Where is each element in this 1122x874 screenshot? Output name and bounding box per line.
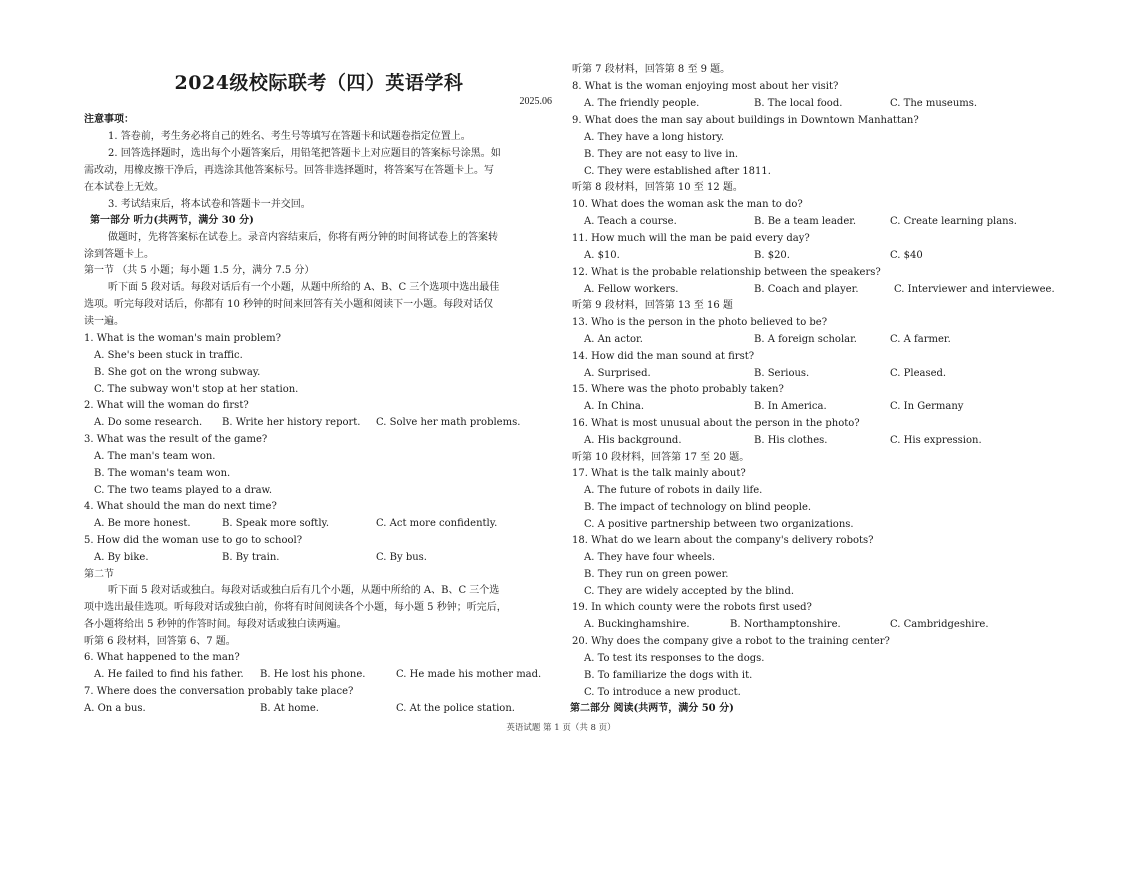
note-line: 在本试卷上无效。 [84, 182, 164, 193]
part2-heading: 第二部分 阅读(共两节，满分 50 分) [570, 703, 734, 714]
q20-option-c: C. To introduce a new product. [584, 687, 741, 698]
question-4: 4. What should the man do next time? [84, 501, 277, 512]
material-6-label: 听第 6 段材料，回答第 6、7 题。 [84, 636, 236, 647]
question-18: 18. What do we learn about the company's delivery robots? [572, 535, 874, 546]
q18-option-c: C. They are widely accepted by the blind. [584, 586, 795, 597]
section2-heading: 第二节 [84, 569, 114, 580]
question-8: 8. What is the woman enjoying most about her visit? [572, 81, 839, 92]
q15-option-b: B. In America. [754, 401, 827, 412]
q8-option-a: A. The friendly people. [584, 98, 700, 109]
q8-option-b: B. The local food. [754, 98, 843, 109]
q13-option-c: C. A farmer. [890, 334, 951, 345]
material-7-label: 听第 7 段材料，回答第 8 至 9 题。 [572, 64, 731, 75]
q6-option-c: C. He made his mother mad. [396, 669, 542, 680]
section1-heading: 第一节 （共 5 小题；每小题 1.5 分，满分 7.5 分） [84, 265, 315, 276]
q3-option-b: B. The woman's team won. [94, 468, 231, 479]
part1-intro: 做题时，先将答案标在试卷上。录音内容结束后，你将有两分钟的时间将试卷上的答案转 [108, 232, 498, 243]
question-9: 9. What does the man say about buildings in Downtown Manhattan? [572, 115, 919, 126]
note-line: 需改动，用橡皮擦干净后，再选涂其他答案标号。回答非选择题时，将答案写在答题卡上。写 [84, 165, 494, 176]
q4-option-c: C. Act more confidently. [376, 518, 498, 529]
q9-option-a: A. They have a long history. [584, 132, 725, 143]
exam-title: 2024级校际联考（四）英语学科 [174, 72, 464, 94]
q12-option-c: C. Interviewer and interviewee. [894, 284, 1055, 295]
q5-option-c: C. By bus. [376, 552, 427, 563]
part1-heading: 第一部分 听力(共两节，满分 30 分) [90, 215, 254, 226]
q4-option-b: B. Speak more softly. [222, 518, 330, 529]
q12-option-a: A. Fellow workers. [584, 284, 679, 295]
note-line: 2. 回答选择题时，选出每个小题答案后，用铅笔把答题卡上对应题目的答案标号涂黑。如 [108, 148, 501, 159]
section2-instructions: 各小题将给出 5 秒钟的作答时间。每段对话或独白读两遍。 [84, 619, 347, 630]
q11-option-a: A. $10. [584, 250, 620, 261]
q9-option-b: B. They are not easy to live in. [584, 149, 739, 160]
material-10-label: 听第 10 段材料，回答第 17 至 20 题。 [572, 452, 750, 463]
section1-instructions: 听下面 5 段对话。每段对话后有一个小题，从题中所给的 A、B、C 三个选项中选出最佳 [108, 282, 500, 293]
question-20: 20. Why does the company give a robot to the training center? [572, 636, 890, 647]
section1-instructions: 读一遍。 [84, 316, 124, 327]
q15-option-a: A. In China. [584, 401, 645, 412]
q1-option-b: B. She got on the wrong subway. [94, 367, 261, 378]
q10-option-c: C. Create learning plans. [890, 216, 1017, 227]
q20-option-b: B. To familiarize the dogs with it. [584, 670, 753, 681]
q7-option-c: C. At the police station. [396, 703, 515, 714]
q6-option-a: A. He failed to find his father. [94, 669, 244, 680]
q2-option-b: B. Write her history report. [222, 417, 361, 428]
q19-option-a: A. Buckinghamshire. [584, 619, 690, 630]
section2-instructions: 项中选出最佳选项。听每段对话或独白前，你将有时间阅读各个小题，每小题 5 秒钟；听完后， [84, 602, 507, 613]
question-17: 17. What is the talk mainly about? [572, 468, 746, 479]
question-5: 5. How did the woman use to go to school? [84, 535, 303, 546]
q5-option-b: B. By train. [222, 552, 280, 563]
q12-option-b: B. Coach and player. [754, 284, 859, 295]
note-line: 1. 答卷前，考生务必将自己的姓名、考生号等填写在答题卡和试题卷指定位置上。 [108, 131, 471, 142]
q17-option-c: C. A positive partnership between two organizations. [584, 519, 854, 530]
q16-option-c: C. His expression. [890, 435, 982, 446]
q13-option-a: A. An actor. [584, 334, 643, 345]
q18-option-b: B. They run on green power. [584, 569, 729, 580]
q10-option-a: A. Teach a course. [584, 216, 677, 227]
note-line: 3. 考试结束后，将本试卷和答题卡一并交回。 [108, 199, 311, 210]
q8-option-c: C. The museums. [890, 98, 978, 109]
q7-option-b: B. At home. [260, 703, 319, 714]
question-16: 16. What is most unusual about the person in the photo? [572, 418, 860, 429]
q16-option-b: B. His clothes. [754, 435, 828, 446]
q14-option-b: B. Serious. [754, 368, 810, 379]
q11-option-b: B. $20. [754, 250, 790, 261]
section2-instructions: 听下面 5 段对话或独白。每段对话或独白后有几个小题，从题中所给的 A、B、C 三个选 [108, 585, 500, 596]
question-14: 14. How did the man sound at first? [572, 351, 755, 362]
question-6: 6. What happened to the man? [84, 652, 240, 663]
q13-option-b: B. A foreign scholar. [754, 334, 857, 345]
q6-option-b: B. He lost his phone. [260, 669, 366, 680]
question-19: 19. In which county were the robots first used? [572, 602, 812, 613]
q3-option-c: C. The two teams played to a draw. [94, 485, 273, 496]
q17-option-b: B. The impact of technology on blind people. [584, 502, 812, 513]
q17-option-a: A. The future of robots in daily life. [584, 485, 763, 496]
q19-option-c: C. Cambridgeshire. [890, 619, 989, 630]
q10-option-b: B. Be a team leader. [754, 216, 857, 227]
q3-option-a: A. The man's team won. [94, 451, 216, 462]
exam-date: 2025.06 [519, 96, 552, 107]
q9-option-c: C. They were established after 1811. [584, 166, 771, 177]
question-2: 2. What will the woman do first? [84, 400, 249, 411]
material-9-label: 听第 9 段材料，回答第 13 至 16 题 [572, 300, 733, 311]
q16-option-a: A. His background. [584, 435, 682, 446]
q18-option-a: A. They have four wheels. [584, 552, 716, 563]
question-1: 1. What is the woman's main problem? [84, 333, 282, 344]
part1-intro: 涂到答题卡上。 [84, 249, 154, 260]
question-3: 3. What was the result of the game? [84, 434, 268, 445]
q4-option-a: A. Be more honest. [94, 518, 191, 529]
notes-heading: 注意事项： [84, 114, 134, 125]
question-13: 13. Who is the person in the photo believed to be? [572, 317, 828, 328]
question-15: 15. Where was the photo probably taken? [572, 384, 784, 395]
q20-option-a: A. To test its responses to the dogs. [584, 653, 765, 664]
question-10: 10. What does the woman ask the man to do? [572, 199, 803, 210]
question-7: 7. Where does the conversation probably take place? [84, 686, 354, 697]
page-footer: 英语试题 第 1 页（共 8 页） [506, 723, 616, 733]
q15-option-c: C. In Germany [890, 401, 964, 412]
question-11: 11. How much will the man be paid every day? [572, 233, 810, 244]
q14-option-a: A. Surprised. [584, 368, 651, 379]
q7-option-a: A. On a bus. [84, 703, 146, 714]
section1-instructions: 选项。听完每段对话后，你都有 10 秒钟的时间来回答有关小题和阅读下一小题。每段对话仅 [84, 299, 494, 310]
q2-option-c: C. Solve her math problems. [376, 417, 521, 428]
material-8-label: 听第 8 段材料，回答第 10 至 12 题。 [572, 182, 743, 193]
q5-option-a: A. By bike. [94, 552, 149, 563]
q14-option-c: C. Pleased. [890, 368, 947, 379]
q1-option-a: A. She's been stuck in traffic. [94, 350, 243, 361]
question-12: 12. What is the probable relationship between the speakers? [572, 267, 881, 278]
q11-option-c: C. $40 [890, 250, 923, 261]
q2-option-a: A. Do some research. [94, 417, 203, 428]
q19-option-b: B. Northamptonshire. [730, 619, 841, 630]
q1-option-c: C. The subway won't stop at her station. [94, 384, 299, 395]
